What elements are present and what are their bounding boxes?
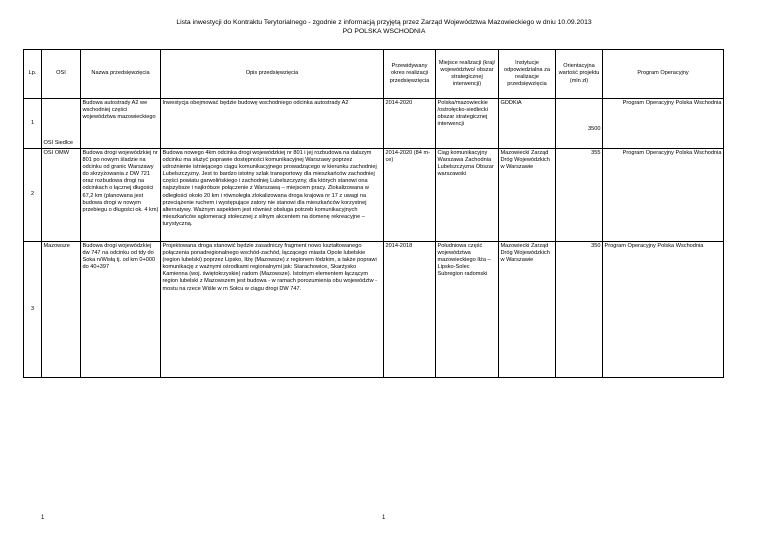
document-title — [0, 19, 768, 36]
page-number-center: 1 — [382, 515, 386, 521]
cell-wartosc: 3500 — [556, 99, 603, 149]
cell-wartosc: 355 — [556, 149, 603, 242]
title-line-1: Lista inwestycji do Kontraktu Terytorialnego - zgodnie z informacją przyjętą przez Zarząd Województwa Mazowieckiego w dniu 10.09.2013 — [176, 19, 592, 26]
cell-opis: Projektowana droga stanowić będzie zasadniczy fragment nowo kształtowanego połączenia ponadregionalnego wschód-zachód, łączącego miasta Opole lubelskie (region lubelski) poprzez Lipsko, Iłżę (Mazowsze) z regionem łódzkim, a także poprawi komunikację z ważnymi ośrodkami regionalnymi jak: Starachowice, Skarżysko Kamienna (woj. świętokrzyskie) radom (Mazowsze). Istotnym elementem łączącym region lubelski z Mazowszem jest budowa - w ramach porozumienia obu województw - mostu na rzece Wiśle w m Sołcu w ciągu drogi DW 747. — [161, 242, 384, 378]
cell-lp: 3 — [24, 242, 42, 378]
cell-okres: 2014-2020 — [384, 99, 436, 149]
header-osi: OSI — [42, 50, 81, 99]
header-lp: Lp. — [24, 50, 42, 99]
cell-instytucje: Mazowiecki Zarząd Dróg Wojewódzkich w Warszawie — [499, 242, 556, 378]
cell-okres: 2014-2018 — [384, 242, 436, 378]
cell-nazwa: Budowa drogi wojewódzkiej dw 747 na odcinku od tdy do Soka n/Wisłą tj. od km 0+000 do 40+397 — [81, 242, 161, 378]
cell-opis: Budowa nowego 4km odcinka drogi wojewódzkiej nr 801 i jej rozbudowa na dalszym odcinku ma służyć poprawie dostępności komunikacyjnej Warszawy poprzez udrożnienie istniejącego ciągu komunikacyjnego prowadzącego w kierunku zachodniej Lubelszczyzny. Jest to bardzo istotny szlak transportowy dla mieszkańców zachodniej części powiatu garwolińskiego i zachodniej Lubelszczyzny, dla których stanowi ona najszybsze i najkrótsze połączenie z Warszawą – miejscem pracy. Zlokalizowana w odległości około 20 km i równoległa zlokalizowana droga krajowa nr 17 z uwagi na przeciążenie ruchem i występujące zatory nie stanowi dla mieszkańców korzystnej alternatywy. Ważnym aspektem jest również obsługa potrzeb komunikacyjnych mieszkańców aglomeracji stołecznej z silnym akcentem na domenę rekreacyjne – turystyczną. — [161, 149, 384, 242]
table-row — [24, 149, 724, 242]
cell-nazwa: Budowa autostrady A2 we wschodniej części województwa mazowieckiego — [81, 99, 161, 149]
header-nazwa: Nazwa przedsięwzięcia — [81, 50, 161, 99]
cell-opis: Inwestycja obejmować będzie budowę wschodniego odcinka autostrady A2 — [161, 99, 384, 149]
table-row — [24, 242, 724, 378]
cell-nazwa: Budowa drogi wojewódzkiej nr 801 po nowym śladzie na odcinku od granic Warszawy do skrzyżowania z DW 721 oraz rozbudowa drogi na odcinkach o łącznej długości 67,2 km (planowana jest budowa drogi w nowym przebiegu o długości ok. 4 km) — [81, 149, 161, 242]
cell-instytucje: Mazowiecki Zarząd Dróg Wojewódzkich w Warszawie — [499, 149, 556, 242]
table-header-row — [24, 50, 724, 99]
cell-program: Program Operacyjny Polska Wschodnia — [603, 242, 724, 378]
header-opis: Opis przedsięwzięcia — [161, 50, 384, 99]
title-line-2: PO POLSKA WSCHODNIA — [342, 27, 426, 35]
cell-lp: 1 — [24, 99, 42, 149]
cell-osi: OSI OMW — [42, 149, 81, 242]
header-wartosc: Orientacyjna wartość projektu (mln zł) — [556, 50, 603, 99]
cell-miejsce: Ciąg komunikacyjny Warszawa Zachodnia Lubelszczyzna Obszar warszawski — [436, 149, 499, 242]
header-miejsce: Miejsce realizacji (kraj/ województwo/ obszar strategicznej interwencji) — [436, 50, 499, 99]
page-number-left: 1 — [41, 515, 45, 521]
header-instytucje: Instytucje odpowiedzialna za realizacje przedsięwzięcia — [499, 50, 556, 99]
cell-program: Program Operacyjny Polska Wschodnia — [603, 149, 724, 242]
cell-miejsce: Południowa część województwa mazowieckiego Iłża – Lipsko-Solec Subregion radomski — [436, 242, 499, 378]
cell-osi: Mazowsze — [42, 242, 81, 378]
cell-lp: 2 — [24, 149, 42, 242]
investment-table — [23, 49, 724, 378]
cell-osi: OSI Siedlce — [42, 99, 81, 149]
header-program: Program Operacyjny — [603, 50, 724, 99]
header-okres: Przewidywany okres realizacji przedsięwzięcia — [384, 50, 436, 99]
table-row — [24, 99, 724, 149]
cell-program: Program Operacyjny Polska Wschodnia — [603, 99, 724, 149]
cell-wartosc: 350 — [556, 242, 603, 378]
cell-okres: 2014-2020 (84 m-ce) — [384, 149, 436, 242]
cell-miejsce: Polska/mazowieckie /ostrołęcko-siedlecki obszar strategicznej interwencji — [436, 99, 499, 149]
cell-instytucje: GDDKiA — [499, 99, 556, 149]
